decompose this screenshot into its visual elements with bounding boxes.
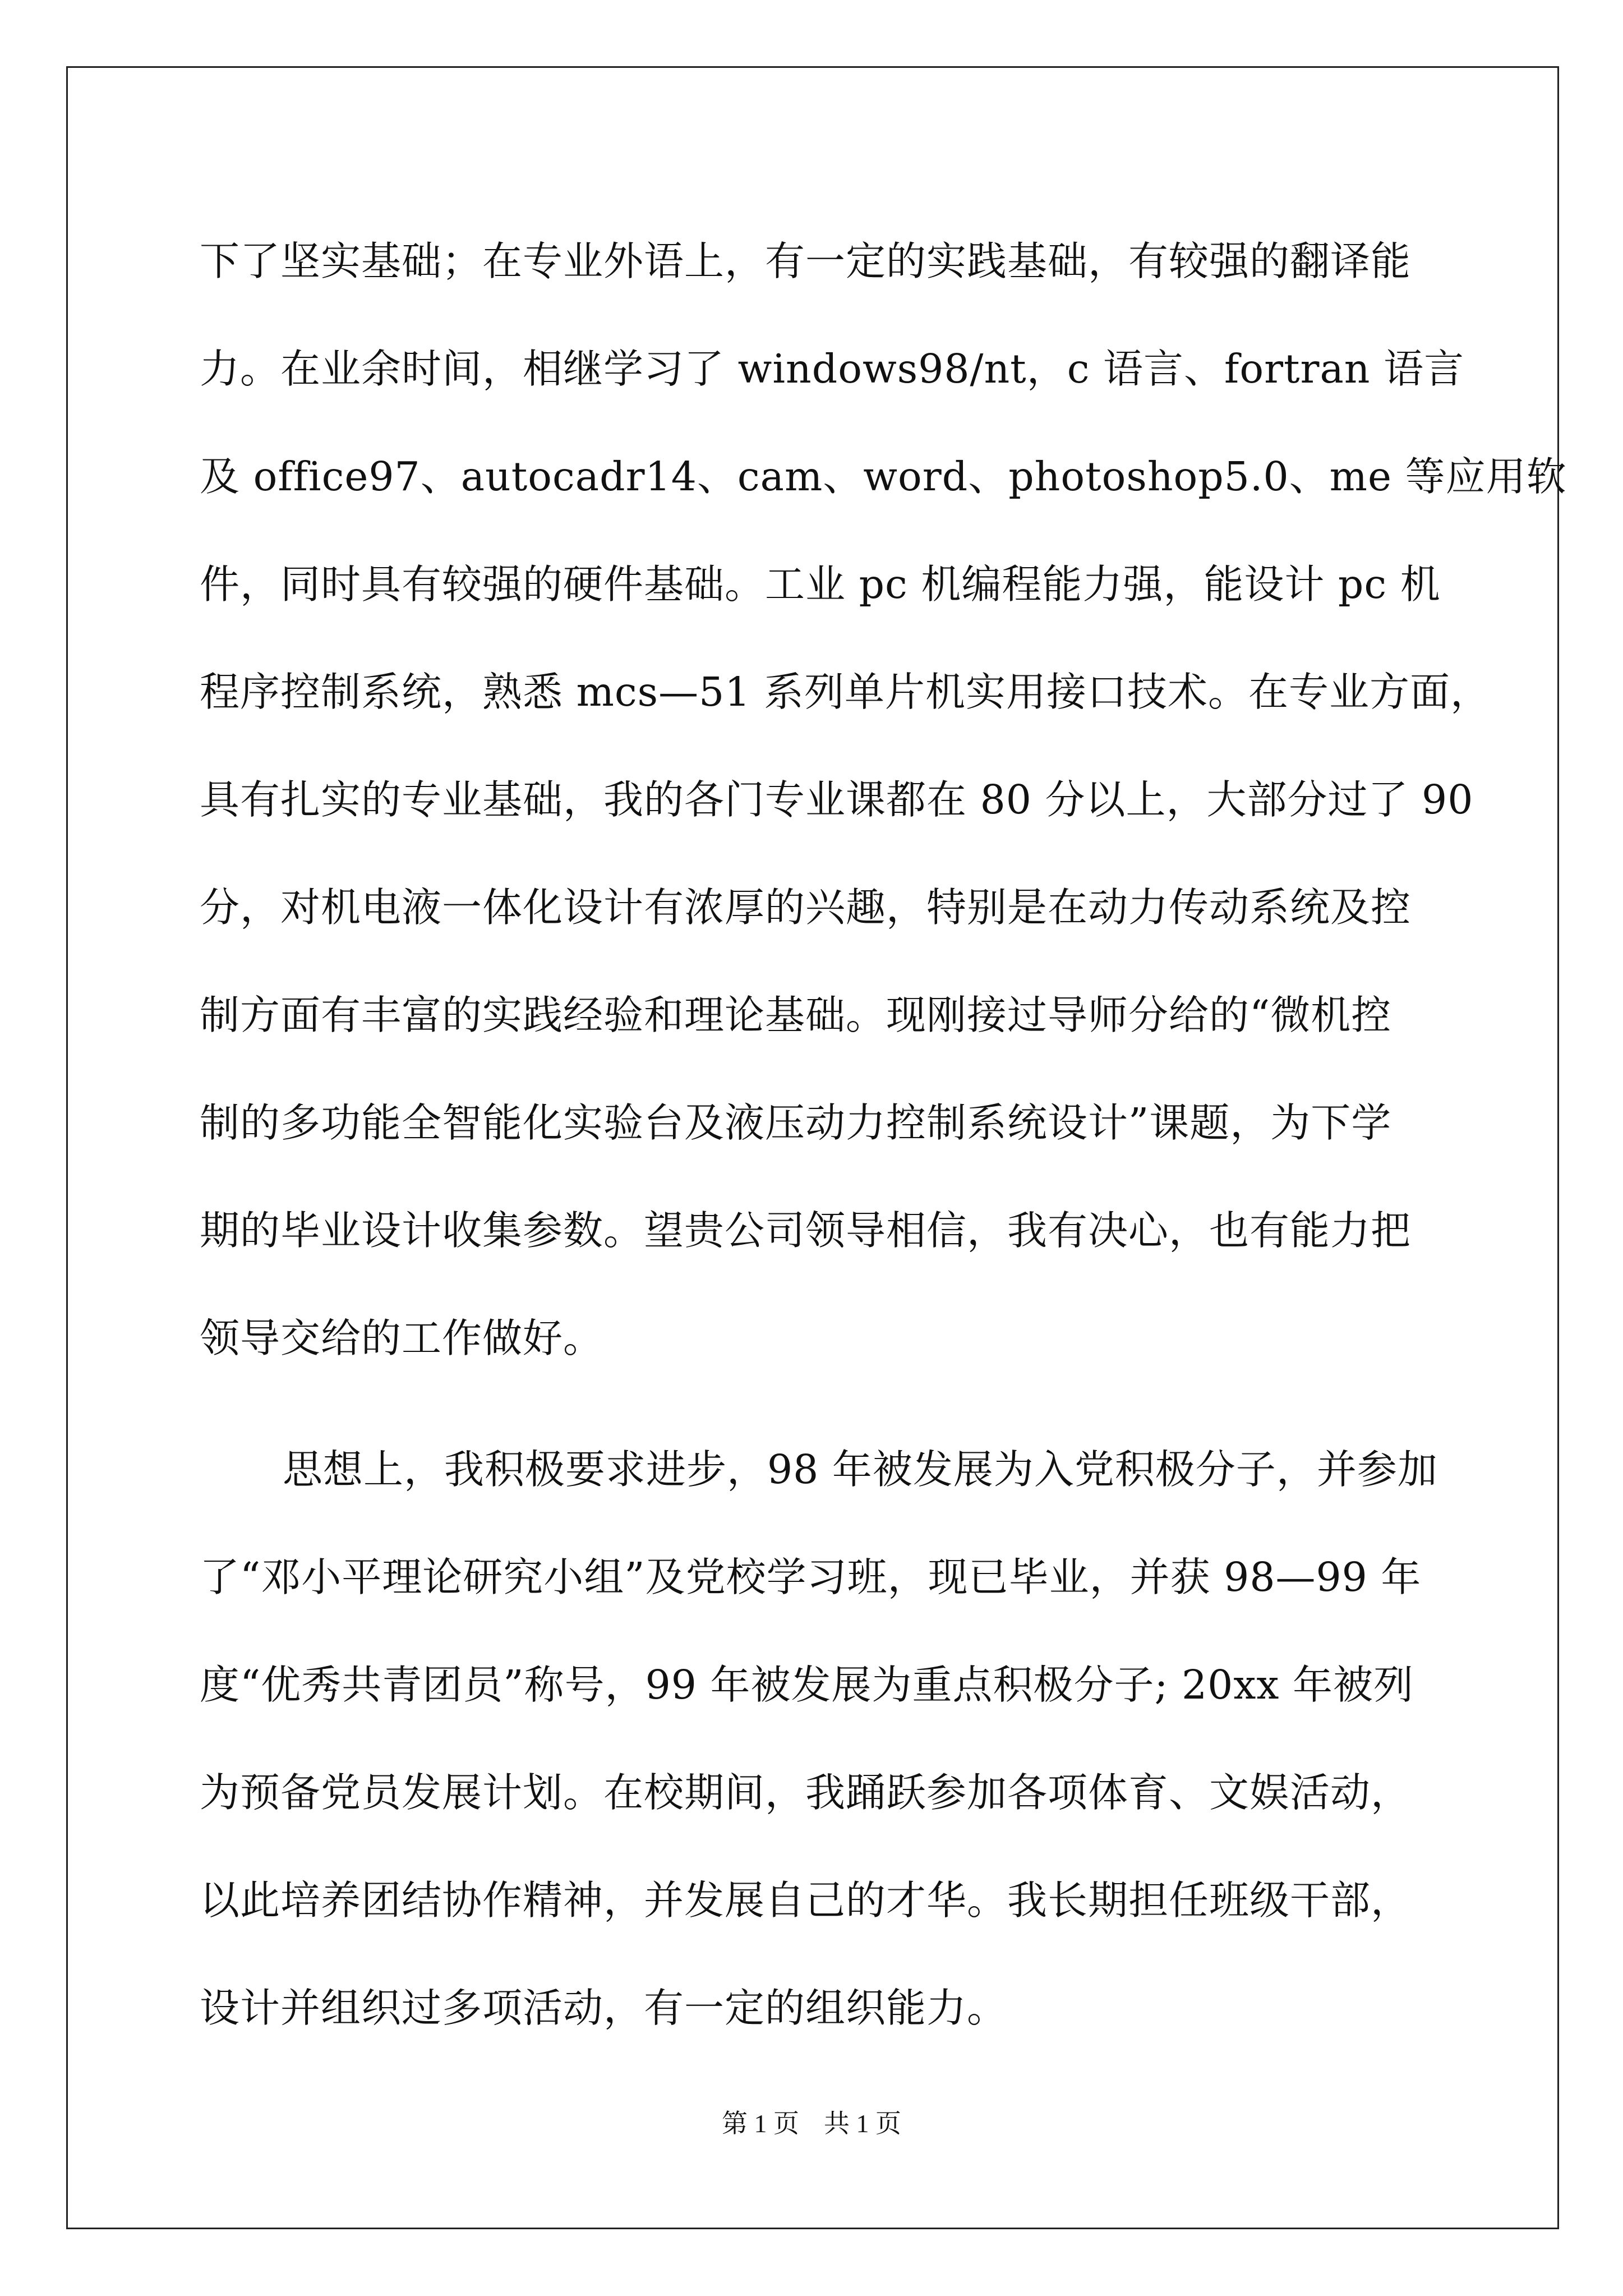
text-line: 分，对机电液一体化设计有浓厚的兴趣，特别是在动力传动系统及控 [200,884,1412,931]
text-line: 力。在业余时间，相继学习了 windows98/nt，c 语言、fortran 语言 [200,346,1465,392]
page-footer [0,2107,1623,2141]
text-line: 设计并组织过多项活动，有一定的组织能力。 [200,1985,1008,2031]
text-line: 具有扎实的专业基础，我的各门专业课都在 80 分以上，大部分过了 90 [200,776,1474,823]
text-line: 领导交给的工作做好。 [200,1315,604,1361]
text-line: 度“优秀共青团员”称号，99 年被发展为重点积极分子; 20xx 年被列 [200,1662,1414,1708]
page-number: 第 1 页 [722,2109,799,2138]
text-line: 以此培养团结协作精神，并发展自己的才华。我长期担任班级干部， [200,1877,1412,1924]
page-count: 共 1 页 [824,2109,901,2138]
text-line: 思想上，我积极要求进步，98 年被发展为入党积极分子，并参加 [283,1446,1438,1493]
text-line: 期的毕业设计收集参数。望贵公司领导相信，我有决心，也有能力把 [200,1207,1412,1254]
text-line: 下了坚实基础；在专业外语上，有一定的实践基础，有较强的翻译能 [200,238,1412,284]
document-body [200,208,1567,2062]
text-line: 制方面有丰富的实践经验和理论基础。现刚接过导师分给的“微机控 [200,992,1392,1038]
paragraph-1 [200,208,1567,1392]
paragraph-spacing [200,1392,1428,1416]
paragraph-2 [200,1416,1438,2062]
text-line: 了“邓小平理论研究小组”及党校学习班，现已毕业，并获 98—99 年 [200,1554,1422,1600]
text-line: 及 office97、autocadr14、cam、word、photoshop5.0、me 等应用软 [200,453,1567,500]
text-line: 程序控制系统，熟悉 mcs—51 系列单片机实用接口技术。在专业方面， [200,669,1491,715]
text-line: 为预备党员发展计划。在校期间，我踊跃参加各项体育、文娱活动， [200,1769,1412,1816]
text-line: 件，同时具有较强的硬件基础。工业 pc 机编程能力强，能设计 pc 机 [200,561,1441,608]
text-line: 制的多功能全智能化实验台及液压动力控制系统设计”课题，为下学 [200,1099,1392,1146]
